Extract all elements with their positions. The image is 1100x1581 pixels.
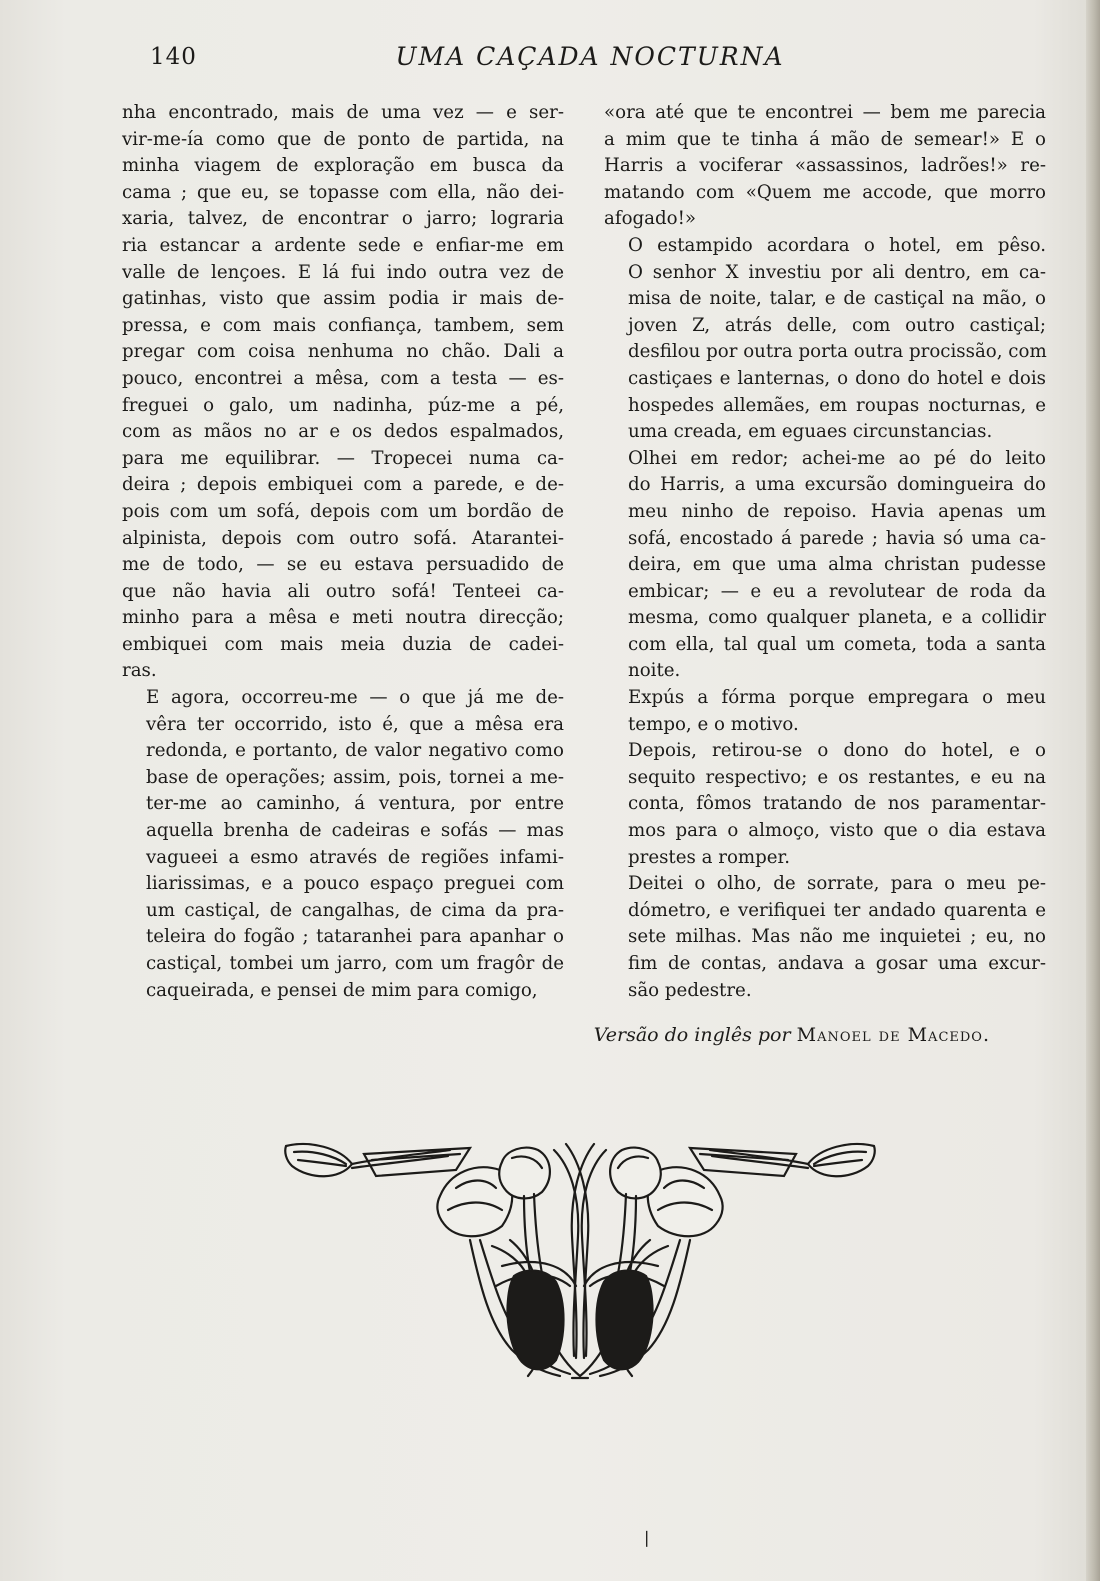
text-line: vêra ter occorrido, isto é, que a mêsa era: [146, 713, 564, 735]
paragraph: [122, 685, 564, 1004]
text-line: misa de noite, talar, e de castiçal na mão, o: [628, 288, 1046, 310]
text-line: alpinista, depois com outro sofá. Atarantei-: [122, 527, 564, 549]
ornament-left-half: [285, 1144, 588, 1376]
right-column: [604, 100, 1046, 1004]
text-line: com ella, tal qual um cometa, toda a santa: [628, 633, 1046, 655]
text-line: Depois, retirou-se o dono do hotel, e o: [628, 740, 1046, 762]
text-line: vagueei a esmo através de regiões infami-: [146, 846, 564, 868]
text-line: uma creada, em eguaes circunstancias.: [628, 421, 993, 443]
text-line: um castiçal, de cangalhas, de cima da pra-: [146, 899, 564, 921]
text-line: sequito respectivo; e os restantes, e eu na: [628, 766, 1046, 788]
ink-mark: ❘: [640, 1528, 654, 1547]
text-line: mesma, como qualquer planeta, e a collidir: [628, 607, 1046, 629]
text-line: matando com «Quem me accode, que morro: [604, 181, 1046, 203]
text-line: meu ninho de repoiso. Havia apenas um: [628, 500, 1046, 522]
text-line: fim de contas, andava a gosar uma excur-: [628, 953, 1046, 974]
paragraph: [604, 685, 1046, 738]
text-line: do Harris, a uma excursão domingueira do: [628, 474, 1046, 496]
text-line: Olhei em redor; achei-me ao pé do leito: [628, 447, 1046, 469]
text-line: com as mãos no ar e os dedos espalmados,: [122, 421, 564, 443]
paragraph: [604, 738, 1046, 871]
text-line: O senhor X investiu por ali dentro, em ca-: [628, 261, 1046, 283]
paragraph: [604, 233, 1046, 446]
text-line: liarissimas, e a pouco espaço preguei com: [146, 873, 564, 895]
text-line: freguei o galo, um nadinha, púz-me a pé,: [122, 394, 564, 416]
text-line: sofá, encostado á parede ; havia só uma ca-: [628, 527, 1046, 549]
text-line: castiçal, tombei um jarro, com um fragôr de: [146, 953, 564, 974]
text-line: minho para a mêsa e meti noutra direcção;: [122, 607, 564, 629]
text-line: pressa, e com mais confiança, tambem, sem: [122, 314, 564, 336]
text-line: noite.: [628, 660, 681, 682]
text-line: dómetro, e verifiquei ter andado quarenta e: [628, 899, 1046, 921]
text-line: «ora até que te encontrei — bem me parecia: [604, 102, 1046, 123]
text-line: xaria, talvez, de encontrar o jarro; lograria: [122, 208, 564, 230]
text-line: pouco, encontrei a mêsa, com a testa — es-: [122, 367, 564, 389]
translator-name: Manoel de Macedo.: [796, 1024, 990, 1046]
left-column: [122, 100, 564, 1004]
text-line: ria estancar a ardente sede e enfiar-me em: [122, 234, 564, 256]
text-line: prestes a romper.: [628, 846, 791, 868]
text-line: E agora, occorreu-me — o que já me de-: [146, 687, 564, 709]
translation-credit: [430, 1024, 990, 1046]
text-line: valle de lençoes. E lá fui indo outra vez de: [122, 261, 564, 283]
text-line: a mim que te tinha á mão de semear!» E o: [604, 128, 1046, 150]
text-line: deira, em que uma alma christan pudesse: [628, 554, 1046, 576]
text-line: afogado!»: [604, 208, 697, 230]
text-line: minha viagem de exploração em busca da: [122, 155, 564, 177]
text-line: vir-me-ía como que de ponto de partida, na: [122, 128, 564, 150]
text-line: Harris a vociferar «assassinos, ladrões!» re-: [604, 155, 1046, 177]
text-line: para me equilibrar. — Tropecei numa ca-: [122, 447, 564, 469]
page-edge: [1086, 0, 1100, 1581]
text-line: Deitei o olho, de sorrate, para o meu pe-: [628, 873, 1046, 895]
text-line: me de todo, — se eu estava persuadido de: [122, 554, 564, 576]
text-line: desfilou por outra porta outra procissão, com: [628, 341, 1047, 363]
text-line: deira ; depois embiquei com a parede, e de-: [122, 474, 564, 496]
text-line: ter-me ao caminho, á ventura, por entre: [146, 793, 564, 815]
text-line: sete milhas. Mas não me inquietei ; eu, no: [628, 926, 1046, 948]
text-line: teleira do fogão ; tataranhei para apanhar o: [146, 926, 564, 948]
text-line: são pedestre.: [628, 979, 752, 1001]
text-line: O estampido acordara o hotel, em pêso.: [628, 234, 1046, 256]
text-line: embiquei com mais meia duzia de cadei-: [122, 633, 564, 655]
running-title: UMA CAÇADA NOCTURNA: [395, 42, 785, 71]
text-line: gatinhas, visto que assim podia ir mais de-: [122, 288, 564, 310]
tulip-ornament-icon: [280, 1136, 880, 1386]
text-line: redonda, e portanto, de valor negativo como: [146, 740, 564, 762]
text-line: caqueirada, e pensei de mim para comigo,: [146, 979, 538, 1001]
text-line: tempo, e o motivo.: [628, 713, 799, 735]
paragraph: [604, 446, 1046, 685]
text-line: aquella brenha de cadeiras e sofás — mas: [146, 820, 564, 842]
text-line: conta, fômos tratando de nos paramentar-: [628, 793, 1046, 815]
text-line: que não havia ali outro sofá! Tenteei ca-: [122, 580, 564, 602]
text-line: hospedes allemães, em roupas nocturnas, e: [628, 394, 1046, 416]
ornament-right-half: [572, 1144, 875, 1376]
credit-prefix: Versão do inglês por: [593, 1024, 791, 1046]
page-number: 140: [150, 44, 197, 70]
text-line: cama ; que eu, se topasse com ella, não dei-: [122, 181, 564, 203]
text-line: base de operações; assim, pois, tornei a me-: [146, 766, 564, 788]
text-line: embicar; — e eu a revolutear de roda da: [628, 580, 1046, 602]
text-line: pois com um sofá, depois com um bordão de: [122, 500, 564, 522]
paragraph: [122, 100, 564, 685]
text-line: castiçaes e lanternas, o dono do hotel e dois: [628, 367, 1046, 389]
text-line: joven Z, atrás delle, com outro castiçal;: [628, 314, 1046, 336]
paragraph: [604, 871, 1046, 1004]
text-line: ras.: [122, 660, 157, 682]
text-line: mos para o almoço, visto que o dia estava: [628, 820, 1046, 842]
text-line: Expús a fórma porque empregara o meu: [628, 687, 1046, 709]
text-line: nha encontrado, mais de uma vez — e ser-: [122, 102, 564, 123]
text-line: pregar com coisa nenhuma no chão. Dali a: [122, 341, 564, 363]
paragraph: [604, 100, 1046, 233]
